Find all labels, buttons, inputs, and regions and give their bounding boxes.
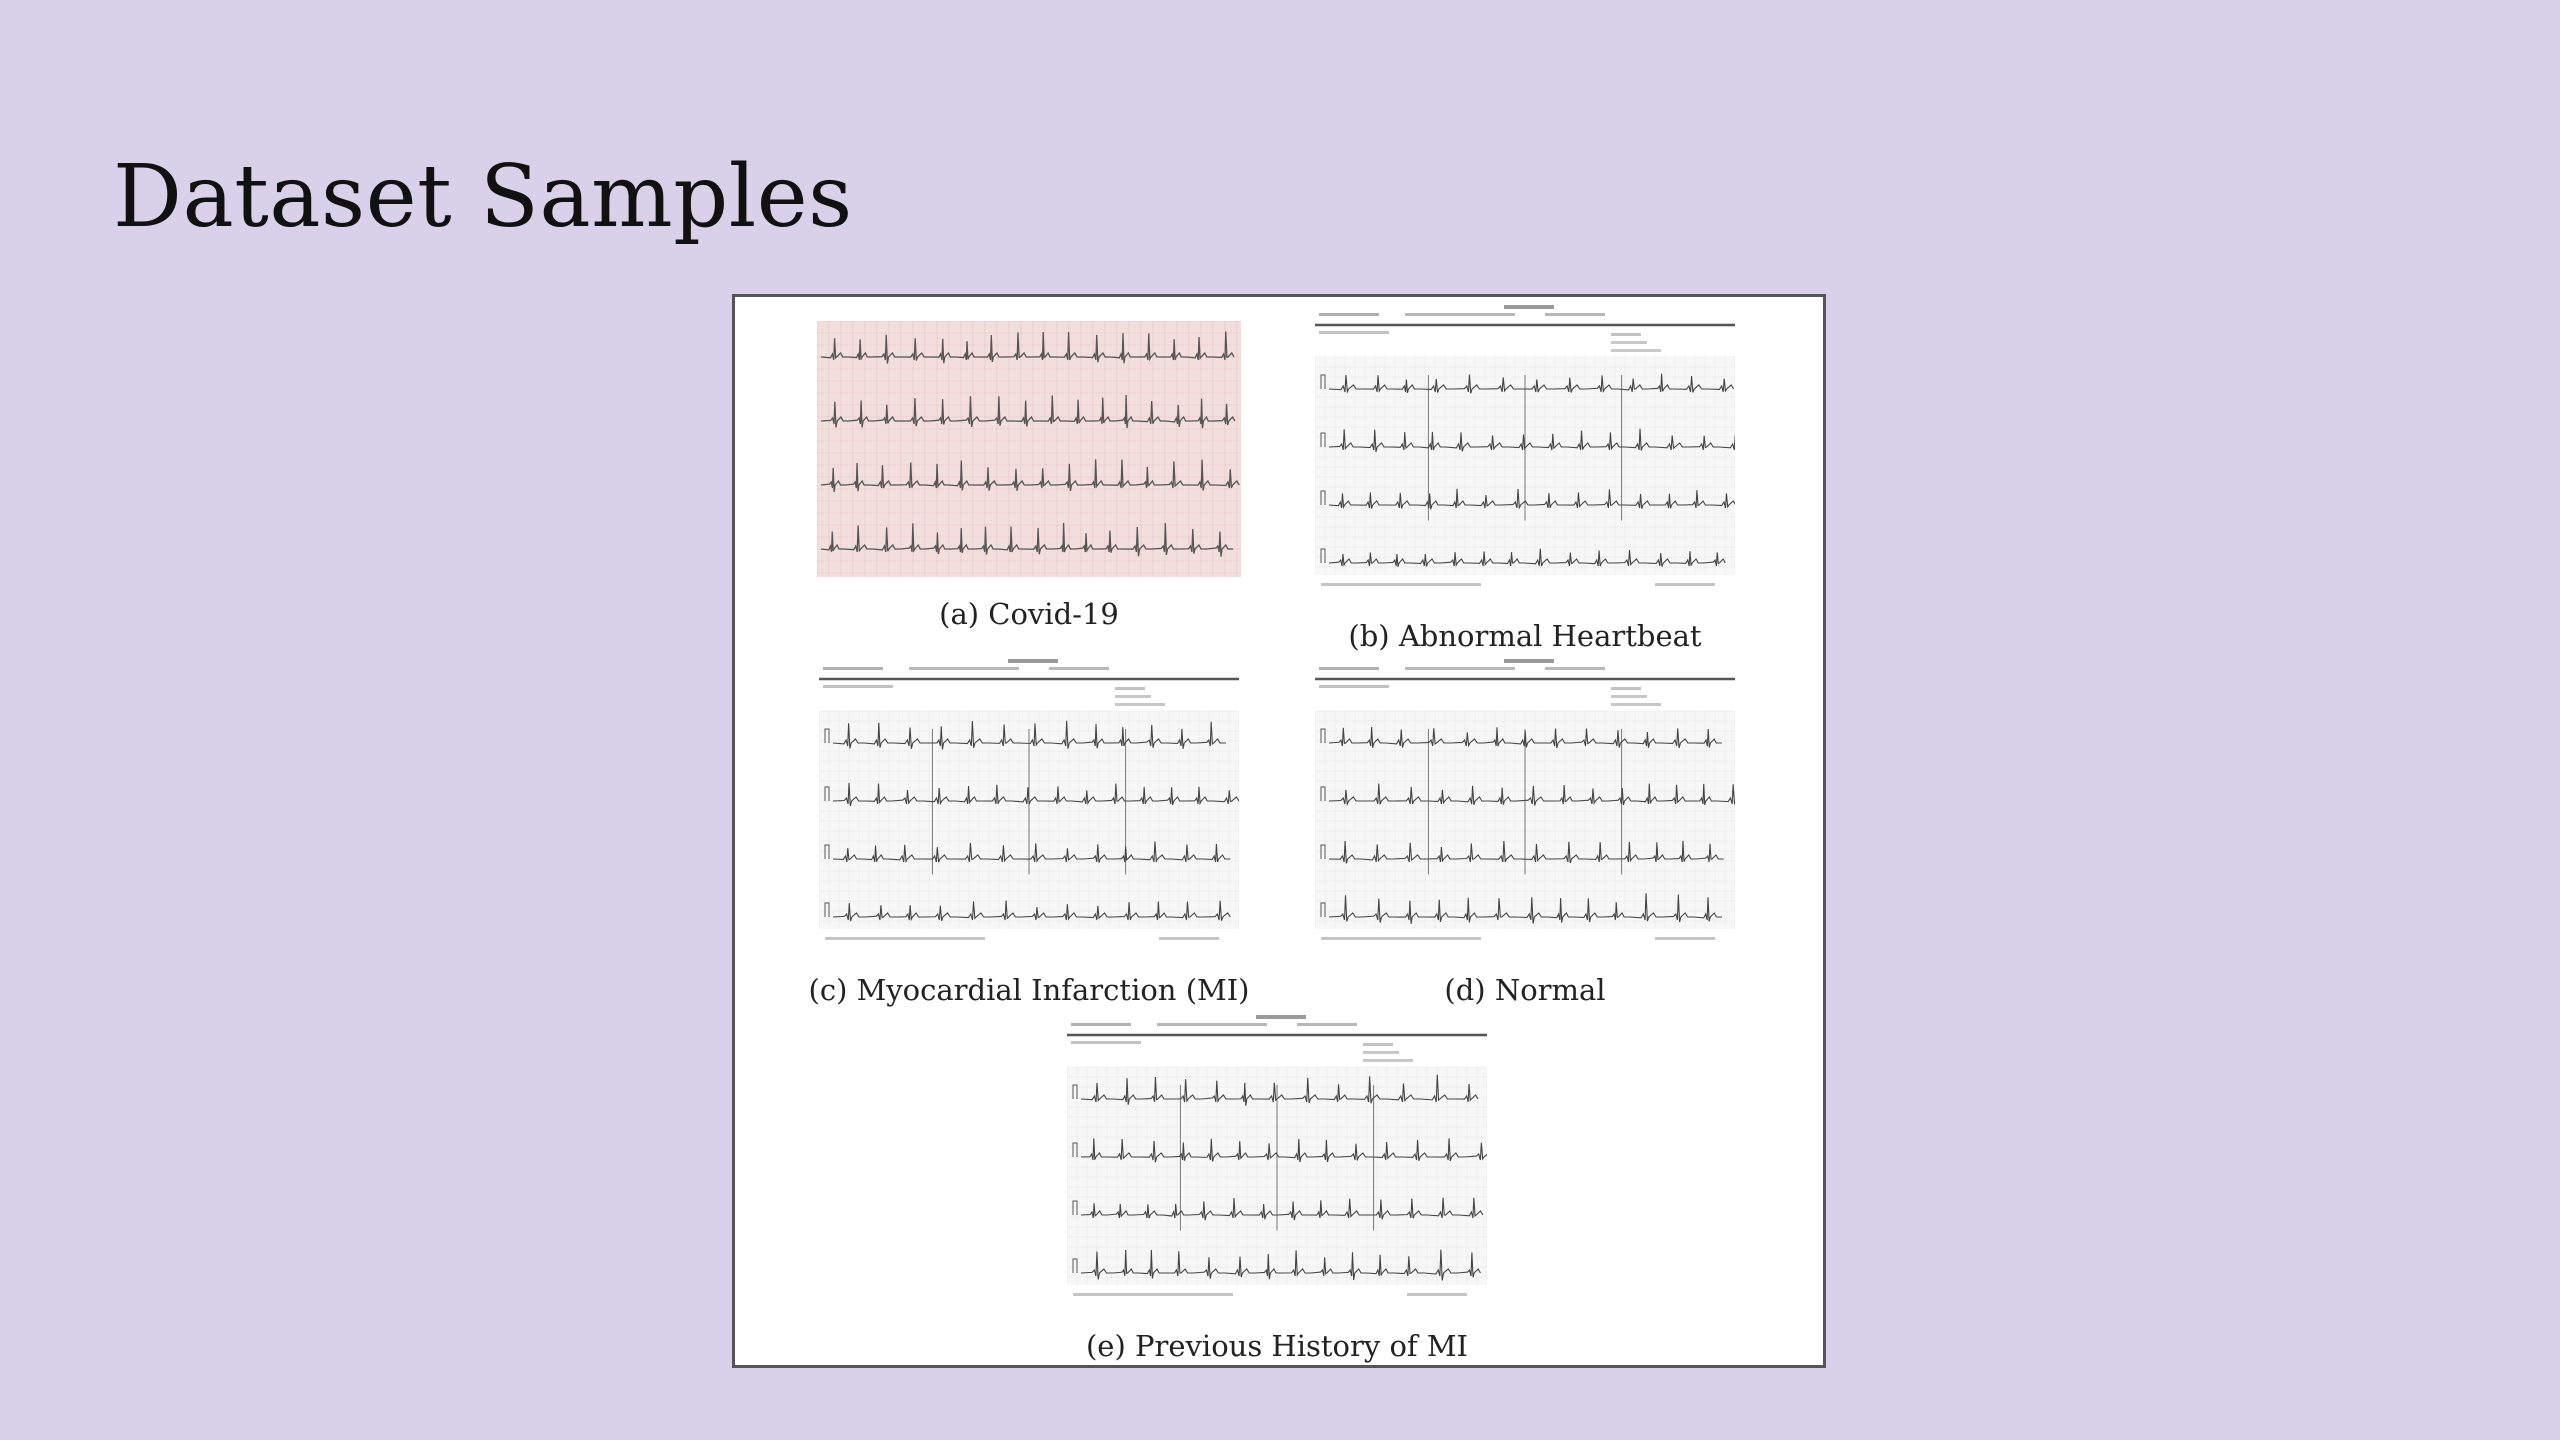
slide-title: Dataset Samples xyxy=(113,147,853,247)
ecg-image-previous-history-mi xyxy=(1067,1013,1487,1309)
caption-abnormal-heartbeat: (b) Abnormal Heartbeat xyxy=(1348,619,1702,653)
ecg-image-myocardial-infarction xyxy=(819,657,1239,953)
ecg-samples-figure xyxy=(732,294,1826,1368)
ecg-image-covid19 xyxy=(817,321,1241,577)
ecg-image-normal xyxy=(1315,657,1735,953)
caption-covid19: (a) Covid-19 xyxy=(939,597,1119,631)
caption-myocardial-infarction: (c) Myocardial Infarction (MI) xyxy=(808,973,1250,1007)
caption-normal: (d) Normal xyxy=(1444,973,1606,1007)
caption-previous-history-mi: (e) Previous History of MI xyxy=(1085,1329,1469,1363)
ecg-image-abnormal-heartbeat xyxy=(1315,303,1735,599)
